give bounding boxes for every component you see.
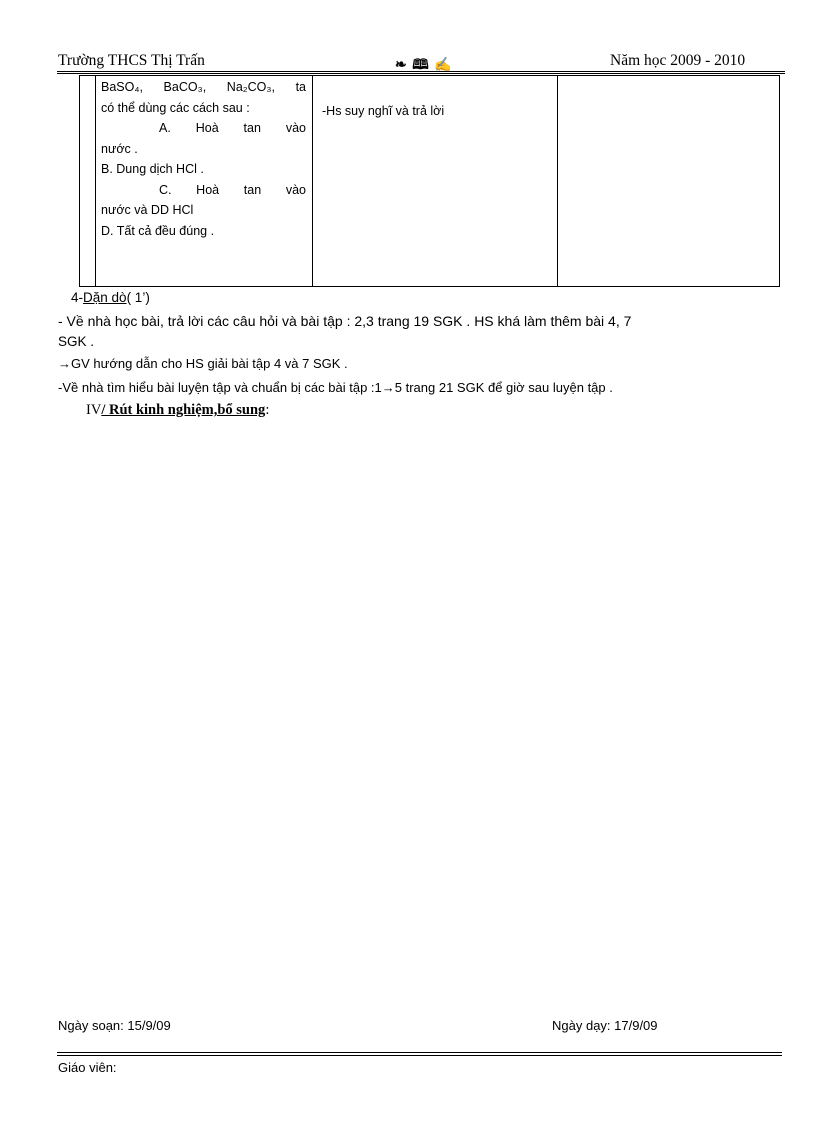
homework-prefix: 4-	[71, 290, 84, 305]
answer-cell	[313, 76, 558, 287]
homework-line: -Về nhà tìm hiểu bài luyện tập và chuẩn bị các bài tập :1→5 trang 21 SGK để giờ sau luyện tập .	[58, 380, 613, 395]
question-line: nước và DD HCl	[101, 203, 194, 217]
index-cell	[80, 76, 96, 287]
question-line: nước .	[101, 141, 138, 156]
homework-line: - Về nhà học bài, trả lời các câu hỏi và bài tập : 2,3 trang 19 SGK . HS khá làm thêm bài 4, 7	[58, 313, 632, 329]
date-taught: Ngày dạy: 17/9/09	[552, 1018, 658, 1033]
question-line: BaSO₄, BaCO₃, Na₂CO₃, ta	[101, 80, 306, 94]
school-name: Trường THCS Thị Trấn	[58, 52, 205, 69]
homework-line: SGK .	[58, 334, 95, 349]
option-c: C. Hoà tan vào	[159, 182, 306, 197]
review-heading	[86, 402, 269, 419]
header-rule-secondary	[57, 73, 785, 74]
header-ornament-icon: ❧ 🕮 ✍	[395, 58, 453, 73]
footer-rule	[57, 1052, 782, 1053]
option-b: B. Dung dịch HCl .	[101, 162, 204, 176]
teacher-label: Giáo viên:	[58, 1060, 117, 1075]
notes-cell	[558, 76, 780, 287]
header-rule	[57, 71, 785, 72]
homework-title: Dặn dò	[83, 290, 127, 305]
review-suffix: :	[265, 402, 270, 418]
lesson-table	[79, 75, 780, 287]
date-prepared: Ngày soạn: 15/9/09	[58, 1018, 171, 1033]
review-prefix: IV	[86, 402, 102, 418]
school-year: Năm học 2009 - 2010	[610, 52, 746, 69]
footer-rule-secondary	[57, 1055, 782, 1056]
question-line: có thể dùng các cách sau :	[101, 100, 250, 115]
homework-heading	[71, 290, 150, 305]
option-a: A. Hoà tan vào	[159, 121, 306, 135]
option-d: D. Tất cả đều đúng .	[101, 223, 215, 238]
question-cell	[96, 76, 313, 287]
table-row	[80, 76, 780, 287]
review-title: / Rút kinh nghiệm,bổ sung	[101, 402, 266, 418]
student-answer: -Hs suy nghĩ và trả lời	[322, 104, 445, 118]
homework-time: ( 1’)	[126, 290, 150, 305]
homework-line: →GV hướng dẫn cho HS giải bài tập 4 và 7 SGK .	[58, 356, 348, 371]
